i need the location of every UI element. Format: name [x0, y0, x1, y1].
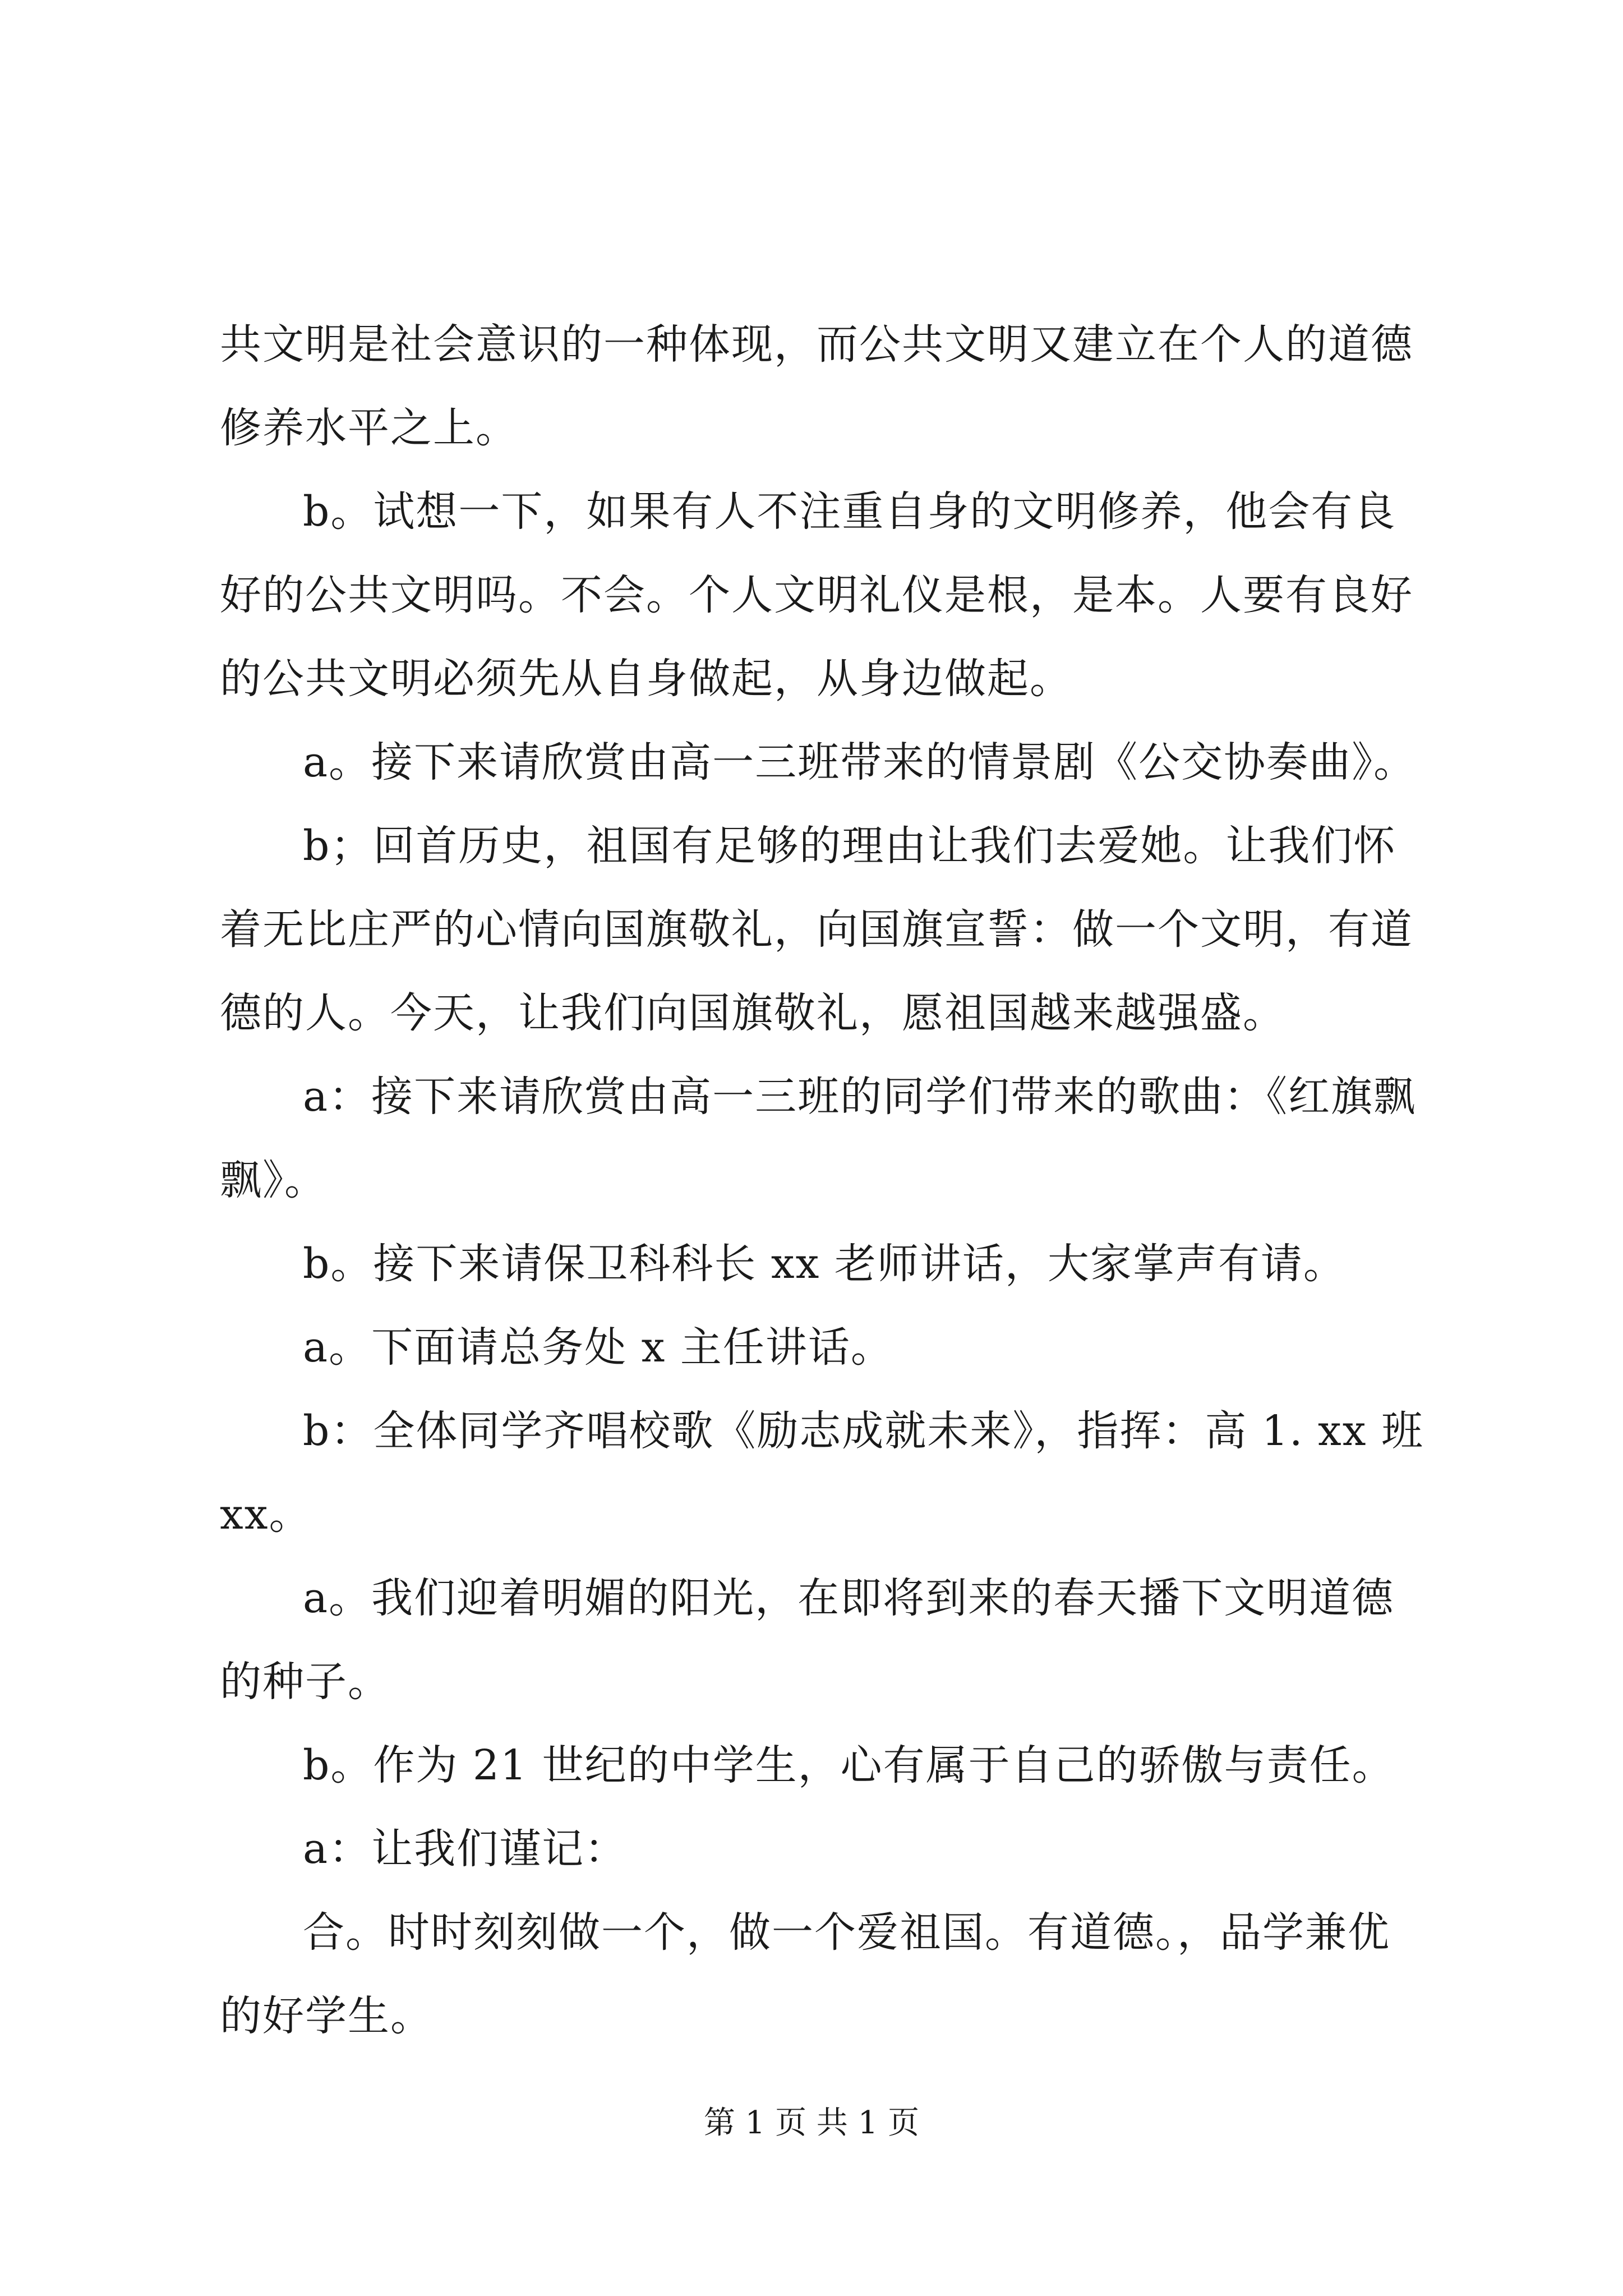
paragraph-5: a：接下来请欣赏由高一三班的同学们带来的歌曲：《红旗飘飘》。 [220, 1073, 1417, 1204]
paragraph-9: a。我们迎着明媚的阳光，在即将到来的春天播下文明道德的种子。 [220, 1574, 1395, 1706]
paragraph-11: a：让我们谨记： [303, 1825, 628, 1873]
page-footer: 第 1 页 共 1 页 [703, 2105, 920, 2141]
document-body [220, 303, 1426, 2058]
paragraph-1: 共文明是社会意识的一种体现，而公共文明又建立在个人的道德修养水平之上。 [220, 320, 1413, 452]
paragraph-2: b。试想一下，如果有人不注重自身的文明修养，他会有良好的公共文明吗。不会。个人文明礼仪是根，是本。人要有良好的公共文明必须先从自身做起，从身边做起。 [220, 487, 1413, 703]
paragraph-3: a。接下来请欣赏由高一三班带来的情景剧《公交协奏曲》。 [303, 738, 1417, 786]
paragraph-12: 合。时时刻刻做一个，做一个爱祖国。有道德。，品学兼优的好学生。 [220, 1908, 1390, 2040]
paragraph-10: b。作为 21 世纪的中学生，心有属于自己的骄傲与责任。 [303, 1741, 1395, 1789]
paragraph-7: a。下面请总务处 x 主任讲话。 [303, 1323, 893, 1372]
paragraph-6: b。接下来请保卫科科长 xx 老师讲话，大家掌声有请。 [303, 1240, 1346, 1288]
paragraph-8: b：全体同学齐唱校歌《励志成就未来》，指挥：高 1. xx 班 xx。 [220, 1407, 1424, 1539]
paragraph-4: b；回首历史，祖国有足够的理由让我们去爱她。让我们怀着无比庄严的心情向国旗敬礼，向国旗宣誓：做一个文明，有道德的人。今天，让我们向国旗敬礼，愿祖国越来越强盛。 [220, 822, 1413, 1037]
